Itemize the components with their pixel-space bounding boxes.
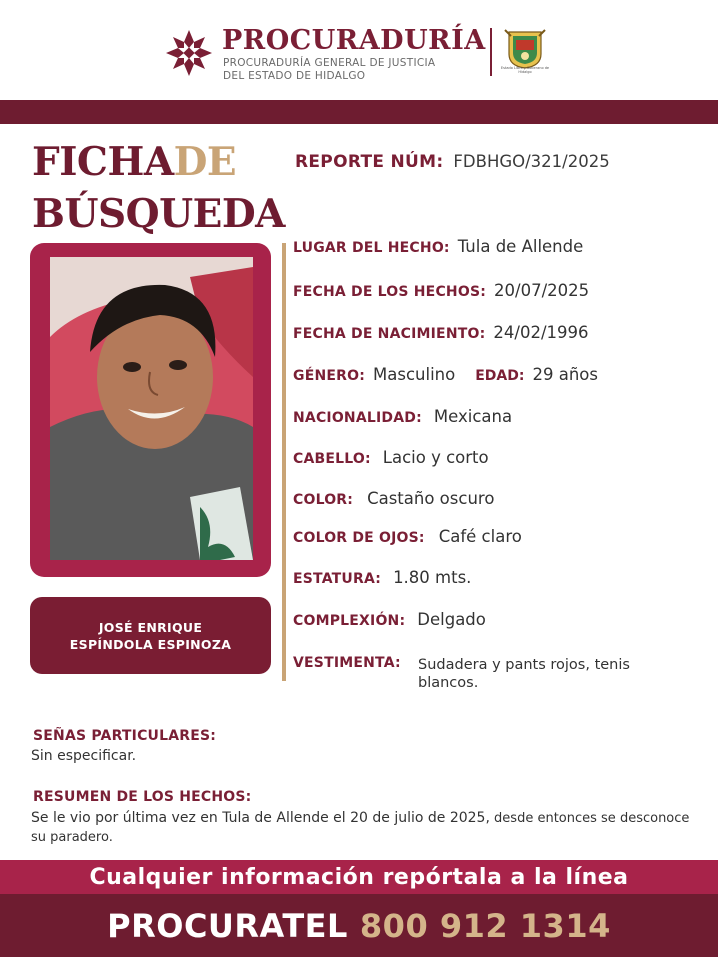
senas-value: Sin especificar. (31, 748, 137, 764)
resumen-text-a: Se le vio por última vez en Tula de Allende el 20 de julio de 2025, (31, 810, 490, 826)
seal-caption-text: Estado Libre y Soberano de Hidalgo (500, 66, 550, 74)
field-label: NACIONALIDAD: (293, 410, 422, 426)
person-name-line-2: ESPÍNDOLA ESPINOZA (69, 636, 232, 652)
field-estatura (293, 568, 471, 587)
resumen-value (31, 809, 701, 847)
top-band (0, 100, 718, 124)
org-subtitle-2: DEL ESTADO DE HIDALGO (223, 70, 366, 82)
person-name-line-1: JOSÉ ENRIQUE (98, 619, 203, 635)
hotline-phone[interactable]: 800 912 1314 (359, 906, 611, 945)
field-vestimenta-value: Sudadera y pants rojos, tenis blancos. (418, 657, 630, 691)
field-vestimenta-label: VESTIMENTA: (293, 655, 401, 671)
field-label: CABELLO: (293, 451, 371, 467)
title-ficha: FICHA (32, 139, 174, 185)
field-value: Delgado (417, 610, 486, 629)
field-genero-edad (293, 365, 598, 384)
field-label: COLOR DE OJOS: (293, 530, 425, 546)
field-nacionalidad (293, 407, 512, 426)
field-cabello (293, 448, 489, 467)
field-label: EDAD: (475, 368, 525, 384)
field-value: Café claro (438, 527, 522, 546)
header (0, 0, 718, 100)
field-value: Lacio y corto (382, 448, 489, 467)
phone-band (0, 894, 718, 957)
field-lugar (293, 237, 583, 256)
report-number (295, 152, 610, 172)
info-divider (282, 243, 286, 681)
field-label: COLOR: (293, 492, 354, 508)
resumen-label: RESUMEN DE LOS HECHOS: (33, 789, 252, 805)
info-text: Cualquier información repórtala a la línea (89, 864, 629, 890)
field-fecha-hechos (293, 281, 589, 300)
field-value: Mexicana (433, 407, 513, 426)
field-value: Tula de Allende (457, 237, 584, 256)
field-color (293, 489, 494, 508)
field-label: LUGAR DEL HECHO: (293, 240, 450, 256)
seal-caption (498, 66, 552, 74)
missing-person-photo (50, 257, 253, 560)
field-label: FECHA DE LOS HECHOS: (293, 284, 487, 300)
field-value: 24/02/1996 (493, 323, 589, 342)
field-label: ESTATURA: (293, 571, 382, 587)
info-band (0, 860, 718, 894)
field-value: 20/07/2025 (494, 281, 590, 300)
title-line-2: BÚSQUEDA (32, 191, 285, 237)
field-value: 1.80 mts. (393, 568, 472, 587)
report-label: REPORTE NÚM: (295, 152, 444, 172)
field-complexion (293, 610, 486, 629)
flower-logo-icon (164, 28, 214, 78)
person-name-box (30, 597, 271, 674)
field-fecha-nacimiento (293, 323, 589, 342)
senas-label: SEÑAS PARTICULARES: (33, 728, 217, 744)
field-value: Castaño oscuro (367, 489, 495, 508)
title-de: DE (173, 139, 237, 185)
field-color-ojos (293, 527, 522, 546)
field-value: 29 años (532, 365, 598, 384)
org-title: PROCURADURÍA (222, 25, 486, 56)
header-divider (490, 28, 492, 76)
field-label: COMPLEXIÓN: (293, 613, 406, 629)
report-value: FDBHGO/321/2025 (453, 152, 610, 171)
field-value: Masculino (373, 365, 456, 384)
field-label: GÉNERO: (293, 368, 366, 384)
hotline-name: PROCURATEL (107, 906, 348, 945)
field-label: FECHA DE NACIMIENTO: (293, 326, 486, 342)
resumen-text-b: desde entonces se desconoce su paradero. (31, 811, 690, 845)
title-line-1 (32, 140, 236, 184)
org-subtitle-1: PROCURADURÍA GENERAL DE JUSTICIA (223, 57, 436, 69)
